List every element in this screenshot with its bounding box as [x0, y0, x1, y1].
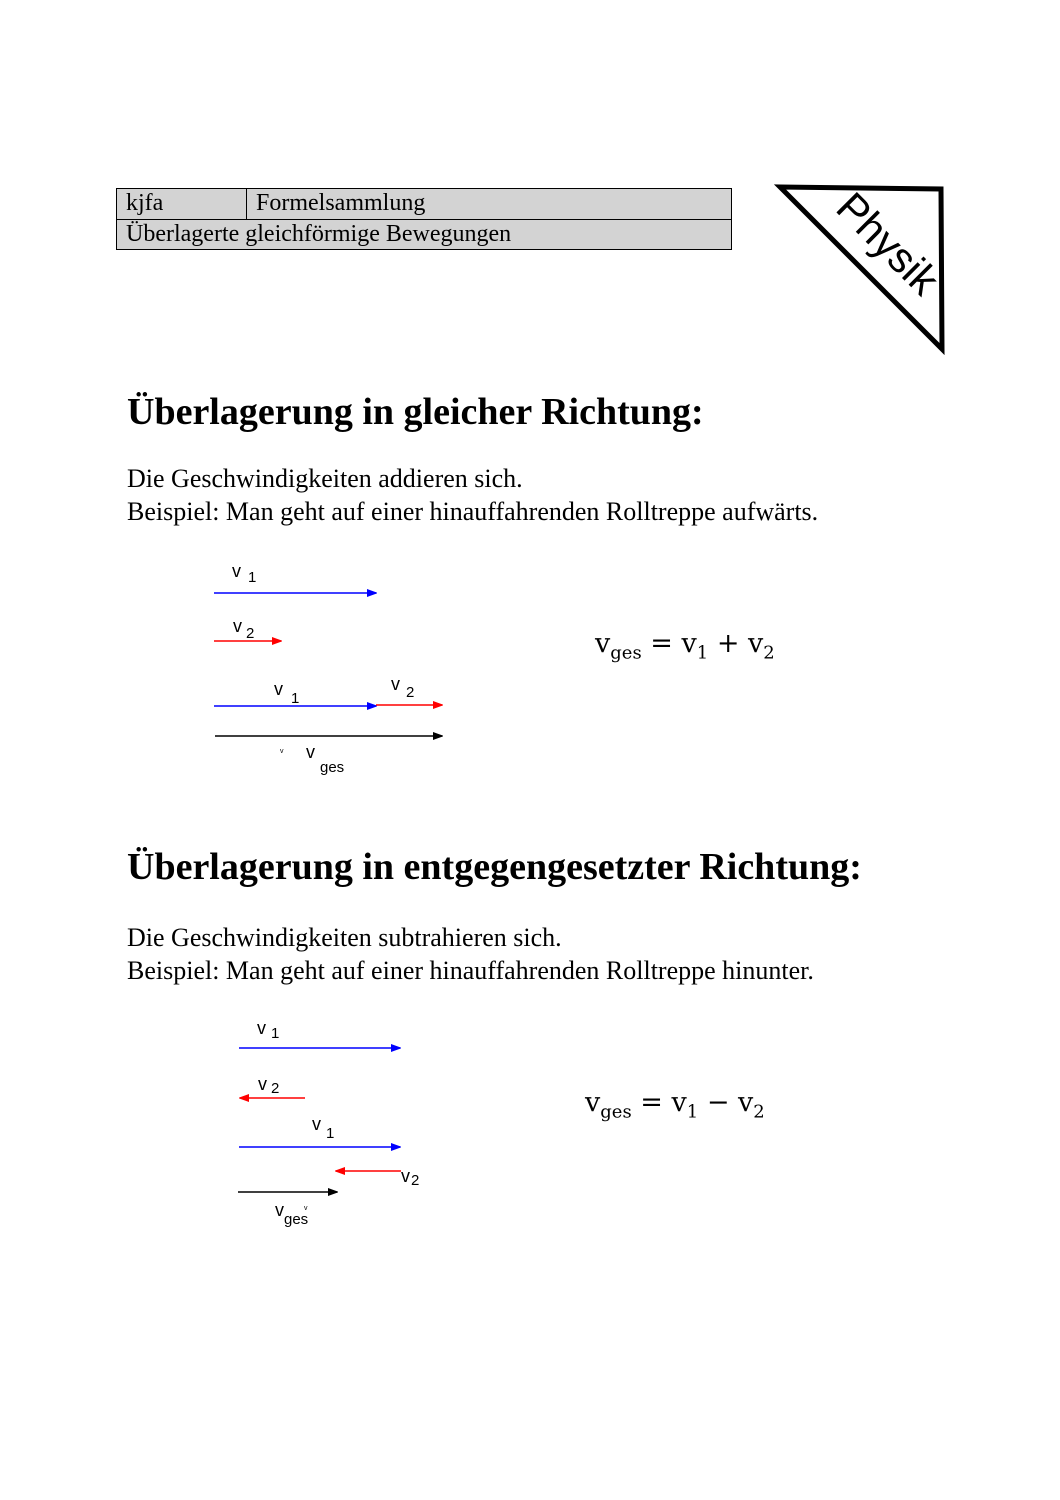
formula-subtraction — [585, 1087, 765, 1122]
formula-operator: + — [716, 628, 740, 659]
section2-line2: Beispiel: Man geht auf einer hinauffahrenden Rolltreppe hinunter. — [127, 956, 814, 985]
v1-diff-label: v — [312, 1114, 321, 1134]
header-subtitle: Überlagerte gleichförmige Bewegungen — [126, 221, 512, 247]
formula-addition — [595, 628, 775, 663]
section1-line2: Beispiel: Man geht auf einer hinauffahrenden Rolltreppe aufwärts. — [127, 497, 819, 526]
section2-line1: Die Geschwindigkeiten subtrahieren sich. — [127, 923, 562, 952]
formula-b: v — [738, 1087, 754, 1118]
v2-diff-subscript: 2 — [411, 1172, 420, 1189]
formula-a-sub: 1 — [686, 1101, 699, 1123]
section1-line1: Die Geschwindigkeiten addieren sich. — [127, 464, 523, 493]
vges-subscript: ges — [284, 1211, 309, 1228]
section2-text — [127, 921, 814, 987]
formula-a: v — [671, 1087, 687, 1118]
formula-equals: = — [650, 628, 673, 659]
header-divider — [246, 189, 247, 219]
formula-b: v — [748, 628, 764, 659]
v2-subscript: 2 — [271, 1080, 280, 1097]
formula-lhs-sub: ges — [600, 1101, 632, 1123]
formula-b-sub: 2 — [763, 642, 775, 664]
formula-equals: = — [640, 1087, 663, 1118]
vges-label: v — [306, 742, 315, 762]
v1-subscript: 1 — [271, 1025, 280, 1042]
header-table — [116, 188, 732, 250]
tick-mark: v — [280, 748, 284, 755]
header-title: Formelsammlung — [256, 190, 426, 216]
vges-label: v — [275, 1200, 284, 1220]
v2-diff-label: v — [401, 1166, 410, 1186]
section1-text — [127, 462, 818, 528]
v2-sum-label: v — [391, 674, 400, 694]
formula-operator: − — [706, 1087, 730, 1118]
v1-label: v — [257, 1018, 266, 1038]
section2-heading: Überlagerung in entgegengesetzter Richtung: — [127, 846, 862, 888]
diagram-opposite-direction — [220, 1010, 440, 1230]
v2-label: v — [258, 1074, 267, 1094]
formula-lhs: v — [595, 628, 611, 659]
formula-a: v — [681, 628, 697, 659]
formula-lhs-sub: ges — [610, 642, 642, 664]
formula-b-sub: 2 — [753, 1101, 765, 1123]
formula-lhs: v — [585, 1087, 601, 1118]
v2-label: v — [233, 616, 242, 636]
tick-mark: v — [304, 1205, 308, 1212]
v1-label: v — [232, 561, 241, 581]
v1-sum-label: v — [274, 679, 283, 699]
physik-logo — [770, 180, 955, 360]
v2-sum-subscript: 2 — [406, 684, 415, 701]
section1-heading: Überlagerung in gleicher Richtung: — [127, 391, 704, 433]
v2-subscript: 2 — [246, 625, 255, 642]
v1-sum-subscript: 1 — [291, 690, 300, 707]
header-row — [117, 189, 731, 220]
diagram-same-direction — [200, 550, 460, 780]
header-author: kjfa — [126, 190, 164, 216]
logo-text: Physik — [827, 183, 949, 304]
formula-a-sub: 1 — [696, 642, 709, 664]
v1-diff-subscript: 1 — [326, 1125, 335, 1142]
v1-subscript: 1 — [248, 569, 257, 586]
vges-subscript: ges — [320, 759, 345, 776]
